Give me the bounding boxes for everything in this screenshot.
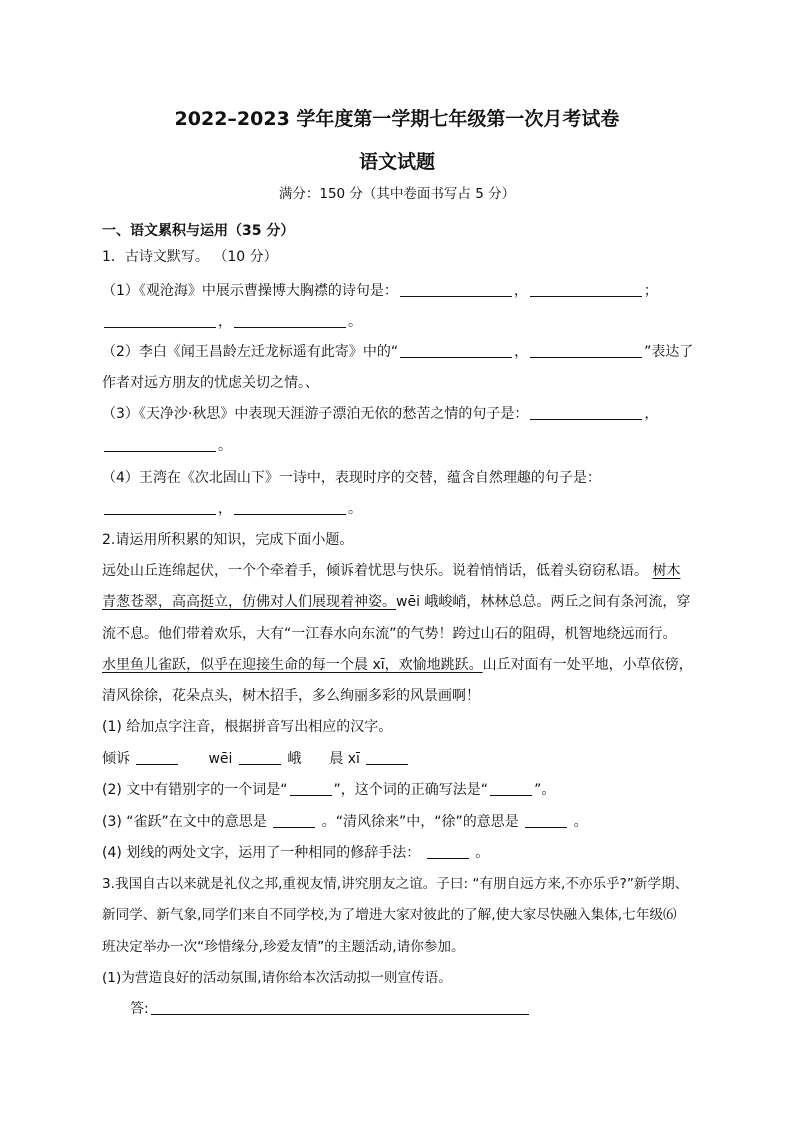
blank-wei[interactable] — [239, 750, 281, 765]
passage-text: wēi 峨峻峭，林林总总。两丘之间有条河流，穿 — [396, 594, 691, 610]
period: 。 — [348, 314, 362, 330]
comma: ， — [514, 344, 529, 360]
q1-part1-blank4[interactable] — [234, 313, 346, 328]
q1-part3-blank2[interactable] — [104, 437, 216, 452]
q1-part1-text: （1）《观沧海》中展示曹操博大胸襟的诗句是： — [102, 283, 398, 299]
q2-sub3-text-c: 。 — [573, 814, 588, 830]
exam-subtitle: 语文试题 — [358, 151, 435, 173]
q1-part1-blank3[interactable] — [104, 313, 216, 328]
q1-part4-blank2[interactable] — [234, 500, 346, 515]
blank-xi[interactable] — [366, 750, 408, 765]
blank-xu[interactable] — [525, 813, 567, 828]
semicolon: ； — [643, 283, 658, 299]
blank-qingsu[interactable] — [136, 750, 178, 765]
q1-part2-tail: ”表达了 — [644, 344, 694, 360]
comma: ， — [513, 283, 528, 299]
q1-part2 — [102, 342, 702, 362]
q2-sub4-text-b: 。 — [475, 845, 490, 861]
q2-sub4 — [102, 843, 702, 863]
q2-sub2-text-a: (2) 文中有错别字的一个词是“ — [102, 782, 288, 798]
q1-part1 — [102, 281, 702, 301]
q1-part2-line2: 作者对远方朋友的忧虑关切之情。、 — [102, 375, 319, 391]
q2-passage-line3: 流不息。他们带着欢乐，大有“一江春水向东流”的气势！跨过山石的阻碍，机智地绕远而行。 — [102, 626, 677, 642]
blank-rhetoric[interactable] — [427, 844, 469, 859]
q2-sub1-items — [102, 749, 702, 769]
q1-part3-text: （3）《天净沙·秋思》中表现天涯游子漂泊无依的愁苦之情的句子是： — [102, 406, 529, 422]
q1-part3-blank1[interactable] — [530, 405, 642, 420]
q3-line3: 班决定举办一次“珍惜缘分,珍爱友情”的主题活动,请你参加。 — [102, 939, 465, 955]
period: 。 — [348, 501, 362, 517]
item-wei-pinyin: wēi — [208, 751, 233, 767]
blank-queyue[interactable] — [273, 813, 315, 828]
q1-part4-blank1[interactable] — [104, 500, 216, 515]
q2-sub3-text-b: 。“清风徐来”中，“徐”的意思是 — [321, 814, 519, 830]
q1-part1-line2 — [102, 312, 702, 332]
q1-part3-line2 — [102, 436, 702, 456]
q2-sub4-text-a: (4) 划线的两处文字，运用了一种相同的修辞手法： — [102, 845, 421, 861]
q2-passage-line2 — [102, 592, 702, 612]
q2-sub3 — [102, 812, 702, 832]
q2-sub2-text-b: ”，这个词的正确写法是“ — [333, 782, 489, 798]
blank-wrong-word[interactable] — [290, 781, 332, 796]
q1-stem: 1．古诗文默写。 （10 分） — [102, 249, 278, 265]
q3-line1: 3.我国自古以来就是礼仪之邦,重视友情,讲究朋友之谊。子曰: “有朋自远方来,不亦乐乎?”新学期、 — [102, 876, 689, 892]
item-chenxi: 晨 xī — [329, 751, 360, 767]
period: 。 — [218, 438, 232, 454]
comma: ， — [218, 314, 232, 330]
section-heading: 一、语文累积与运用（35 分） — [102, 223, 295, 239]
q2-passage-line1 — [102, 561, 702, 581]
q2-sub2 — [102, 780, 702, 800]
passage-text: 远处山丘连绵起伏，一个个牵着手，倾诉着忧思与快乐。说着悄悄话，低着头窃窃私语。 — [102, 563, 648, 579]
q1-part3 — [102, 404, 702, 424]
comma: ， — [644, 406, 659, 422]
item-e: 峨 — [287, 751, 302, 767]
q1-part2-blank1[interactable] — [400, 343, 512, 358]
q1-part4-line2 — [102, 499, 702, 519]
q2-stem: 2.请运用所积累的知识，完成下面小题。 — [102, 532, 354, 548]
underlined-text-2: 水里鱼儿雀跃，似乎在迎接生命的每一个晨 xī，欢愉地跳跃。 — [102, 657, 483, 673]
exam-title: 2022–2023 学年度第一学期七年级第一次月考试卷 — [174, 108, 620, 130]
comma: ， — [218, 501, 232, 517]
q1-part1-blank1[interactable] — [400, 282, 512, 297]
q1-part4: （4）王湾在《次北固山下》一诗中，表现时序的交替，蕴含自然理趣的句子是： — [102, 470, 601, 486]
q2-passage-line5: 清风徐徐，花朵点头，树木招手，多么绚丽多彩的风景画啊！ — [102, 688, 480, 704]
q3-line2: 新同学、新气象,同学们来自不同学校,为了增进大家对彼此的了解,使大家尽快融入集体,七年级⑹ — [102, 907, 677, 923]
q1-part2-text: （2）李白《闻王昌龄左迁龙标遥有此寄》中的“ — [102, 344, 399, 360]
underlined-text-1a: 树木 — [652, 563, 681, 579]
score-note: 满分：150 分（其中卷面书写占 5 分） — [278, 186, 516, 202]
q1-part2-blank2[interactable] — [530, 343, 642, 358]
passage-text: 山丘对面有一处平地，小草依傍， — [482, 657, 693, 673]
q2-sub2-text-c: ”。 — [534, 782, 556, 798]
blank-correct-word[interactable] — [490, 781, 532, 796]
q1-part1-blank2[interactable] — [530, 282, 642, 297]
q2-sub3-text-a: (3) “雀跃”在文中的意思是 — [102, 814, 267, 830]
q3-sub1: (1)为营造良好的活动氛围,请你给本次活动拟一则宣传语。 — [102, 970, 452, 986]
q2-passage-line4 — [102, 655, 702, 675]
item-qingsu: 倾诉 — [102, 751, 130, 767]
q2-sub1: (1) 给加点字注音，根据拼音写出相应的汉字。 — [102, 719, 393, 735]
answer-blank[interactable] — [151, 1000, 529, 1015]
answer-line — [130, 999, 730, 1019]
answer-label: 答: — [130, 1001, 149, 1017]
underlined-text-1b: 青葱苍翠，高高挺立，仿佛对人们展现着神姿。 — [102, 594, 396, 610]
